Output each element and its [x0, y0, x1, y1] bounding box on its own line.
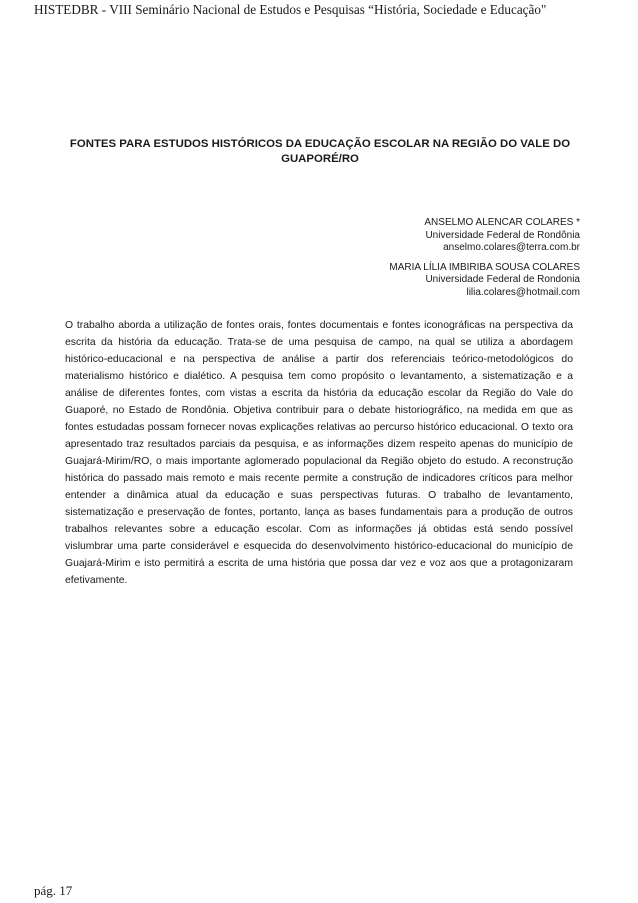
author-name: ANSELMO ALENCAR COLARES * [424, 217, 580, 228]
running-header: HISTEDBR - VIII Seminário Nacional de Estudos e Pesquisas “História, Sociedade e Educação" [34, 2, 547, 17]
author-name: MARIA LÍLIA IMBIRIBA SOUSA COLARES [389, 261, 580, 273]
author-email: anselmo.colares@terra.com.br [443, 242, 580, 253]
author-1 [389, 217, 580, 255]
author-affiliation: Universidade Federal de Rondonia [425, 274, 580, 285]
author-list [389, 217, 580, 306]
abstract-paragraph: O trabalho aborda a utilização de fontes orais, fontes documentais e fontes iconográficas na perspectiva da escrita da história da educação. Trata-se de uma pesquisa de campo, na qual se utiliza a abordagem histórico-educacional e na perspectiva de análise a partir dos referenciais teórico-metodológicos do materialismo histórico e dialético. A pesquisa tem como propósito o levantamento, a sistematização e a análise de diferentes fontes, com vistas a escrita da história da educação escolar da Região do Vale do Guaporé, no Estado de Rondônia. Objetiva contribuir para o debate historiográfico, na medida em que as fontes estudadas possam fornecer novas explicações relativas ao percurso histórico educacional. O texto ora apresentado traz resultados parciais da pesquisa, e as informações dizem respeito apenas do município de Guajará-Mirim/RO, o mais importante aglomerado populacional da Região objeto do estudo. A reconstrução histórica do passado mais remoto e mais recente permite a construção de indicadores críticos para melhor entender a dinâmica atual da educação e suas perspectivas futuras. O trabalho de levantamento, sistematização e preservação de fontes, portanto, lança as bases fundamentais para a produção de outros trabalhos relevantes sobre a educação escolar. Com as informações já obtidas está sendo possível vislumbrar uma parte considerável e esquecida do desenvolvimento histórico-educacional do município de Guajará-Mirim e isto permitirá a escrita de uma história que possa dar vez e voz aos que a protagonizaram efetivamente. [65, 320, 573, 586]
author-affiliation: Universidade Federal de Rondônia [425, 229, 580, 241]
article-title: FONTES PARA ESTUDOS HISTÓRICOS DA EDUCAÇÃO ESCOLAR NA REGIÃO DO VALE DO GUAPORÉ/RO [69, 138, 571, 165]
author-email: lilia.colares@hotmail.com [466, 286, 580, 298]
page-number: pág. 17 [34, 883, 73, 898]
author-2 [389, 262, 580, 300]
